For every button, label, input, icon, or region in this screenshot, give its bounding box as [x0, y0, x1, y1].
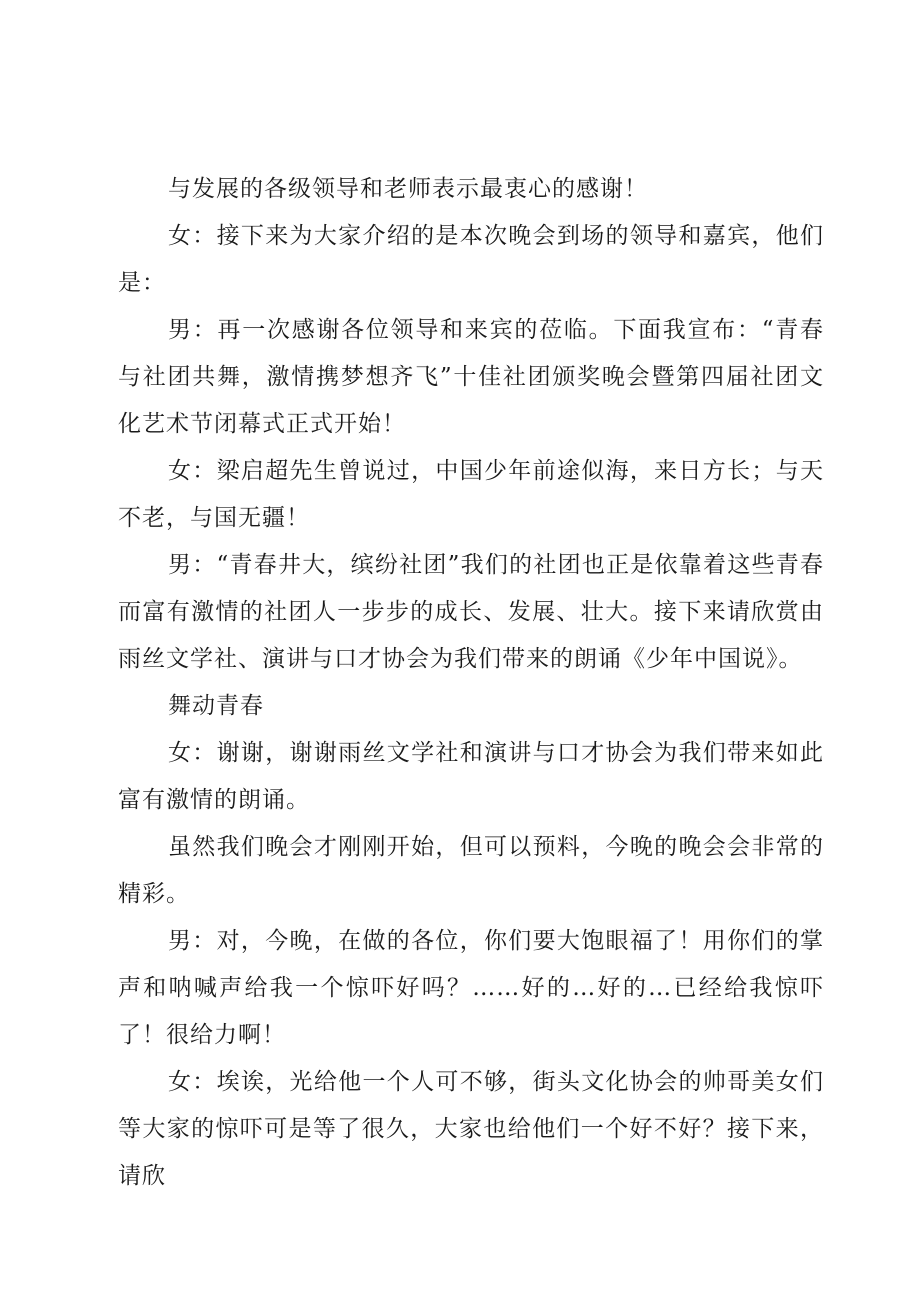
paragraph: 女：接下来为大家介绍的是本次晚会到场的领导和嘉宾，他们是： [118, 223, 824, 296]
paragraph: 虽然我们晚会才刚刚开始，但可以预料，今晚的晚会会非常的精彩。 [118, 834, 824, 907]
paragraph: 女：梁启超先生曾说过，中国少年前途似海，来日方长；与天不老，与国无疆！ [118, 458, 824, 531]
paragraph: 女：埃诶，光给他一个人可不够，街头文化协会的帅哥美女们等大家的惊吓可是等了很久，大家也给他们一个好不好？接下来，请欣 [118, 1069, 824, 1189]
paragraph: 男：对，今晚，在做的各位，你们要大饱眼福了！用你们的掌声和呐喊声给我一个惊吓好吗？……好的…好的…已经给我惊吓了！很给力啊！ [118, 928, 824, 1048]
section-heading: 舞动青春 [168, 693, 264, 719]
document-body [118, 166, 824, 1200]
paragraph: 与发展的各级领导和老师表示最衷心的感谢！ [168, 176, 648, 202]
paragraph: 女：谢谢，谢谢雨丝文学社和演讲与口才协会为我们带来如此富有激情的朗诵。 [118, 740, 824, 813]
paragraph: 男：“青春井大，缤纷社团”我们的社团也正是依靠着这些青春而富有激情的社团人一步步的成长、发展、壮大。接下来请欣赏由雨丝文学社、演讲与口才协会为我们带来的朗诵《少年中国说》。 [118, 552, 824, 672]
paragraph: 男：再一次感谢各位领导和来宾的莅临。下面我宣布：“青春与社团共舞，激情携梦想齐飞”十佳社团颁奖晚会暨第四届社团文化艺术节闭幕式正式开始！ [118, 317, 824, 437]
